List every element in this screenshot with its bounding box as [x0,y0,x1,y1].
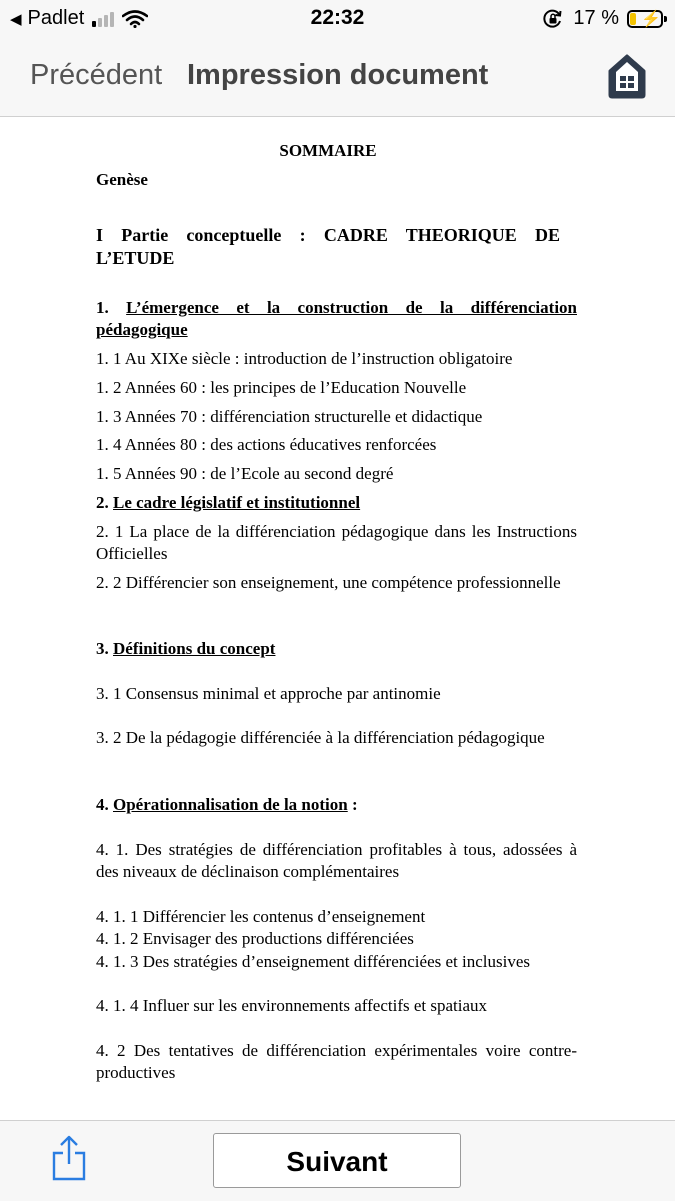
toc-item: 1. 1 Au XIXe siècle : introduction de l’instruction obligatoire [96,349,513,368]
section-4-heading [96,794,577,816]
toc-item: 4. 1. 3 Des stratégies d’enseignement différenciées et inclusives [96,952,530,971]
section-3-number: 3. [96,639,109,658]
section-2-number: 2. [96,493,109,512]
toc-item: 4. 1. 2 Envisager des productions différenciées [96,929,414,948]
toc-item: 1. 5 Années 90 : de l’Ecole au second degré [96,464,394,483]
share-icon[interactable] [50,1133,88,1183]
back-triangle-icon: ◀ [10,10,22,28]
next-button[interactable]: Suivant [213,1133,461,1188]
section-4-suffix: : [347,795,358,814]
home-icon[interactable] [607,53,647,99]
toc-item: 4. 1. Des stratégies de différenciation profitables à tous, adossées à des niveaux de déclinaison complémentaires [96,840,577,881]
battery-percent: 17 % [573,7,619,29]
section-3-heading [96,638,577,660]
toc-item: 3. 2 De la pédagogie différenciée à la différenciation pédagogique [96,728,545,747]
toc-item: 4. 2 Des tentatives de différenciation expérimentales voire contre-productives [96,1041,577,1082]
battery-icon: ⚡ [627,10,663,28]
status-bar [0,0,675,38]
toc-item: 1. 4 Années 80 : des actions éducatives renforcées [96,435,437,454]
toc-item: 2. 2 Différencier son enseignement, une compétence professionnelle [96,573,561,592]
navigation-bar [0,38,675,117]
toc-item: 4. 1. 1 Différencier les contenus d’enseignement [96,907,426,926]
toc-item: 1. 3 Années 70 : différenciation structurelle et didactique [96,407,483,426]
section-2-title: Le cadre législatif et institutionnel [113,493,361,512]
back-app-label: Padlet [27,7,85,29]
toc-item: 3. 1 Consensus minimal et approche par antinomie [96,684,441,703]
orientation-lock-icon [543,9,563,29]
bottom-toolbar [0,1120,675,1201]
document-page [0,117,675,1120]
section-1-number: 1. [96,298,109,317]
section-4-number: 4. [96,795,109,814]
clock: 22:32 [310,6,365,29]
section-3-title: Définitions du concept [113,639,276,658]
section-2-heading [96,492,577,514]
toc-item: 1. 2 Années 60 : les principes de l’Education Nouvelle [96,378,467,397]
toc-item: 2. 1 La place de la différenciation pédagogique dans les Instructions Officielles [96,522,577,563]
section-4-title: Opérationnalisation de la notion [113,795,348,814]
section-1-title: L’émergence et la construction de la différenciation pédagogique [96,298,577,339]
toc-item: 4. 1. 4 Influer sur les environnements affectifs et spatiaux [96,996,488,1015]
document-title: SOMMAIRE [279,141,377,160]
page-title: Impression document [187,59,489,91]
section-1-heading [96,297,577,341]
genese-heading: Genèse [96,170,148,189]
part-heading: I Partie conceptuelle : CADRE THEORIQUE DE L’ETUDE [96,225,560,268]
previous-button[interactable]: Précédent [30,59,163,91]
